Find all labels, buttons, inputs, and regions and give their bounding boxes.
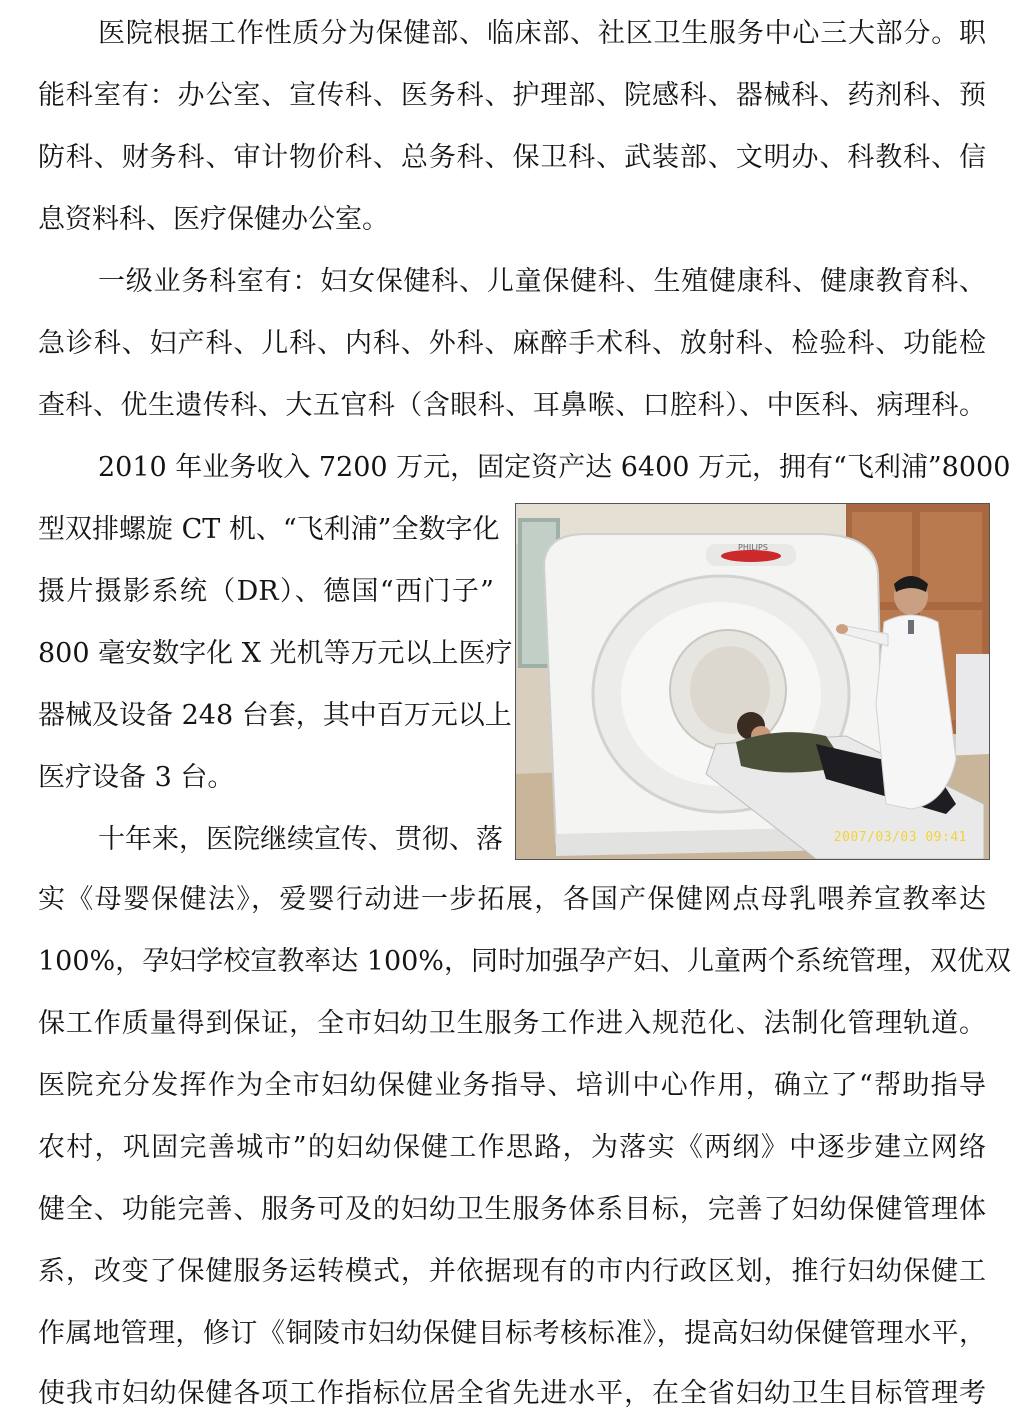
p4-line-6: 农村，巩固完善城市”的妇幼保健工作思路，为落实《两纲》中逐步建立网络 <box>38 1132 986 1163</box>
p4-line-3: 100%，孕妇学校宣教率达 100%，同时加强孕产妇、儿童两个系统管理，双优双 <box>38 946 1011 977</box>
p3-line-4: 800 毫安数字化 X 光机等万元以上医疗 <box>38 638 513 669</box>
p3-line-3: 摄片摄影系统（DR）、德国“西门子” <box>38 576 494 607</box>
p2-line-3: 查科、优生遗传科、大五官科（含眼科、耳鼻喉、口腔科）、中医科、病理科。 <box>38 390 986 421</box>
p1-line-1: 医院根据工作性质分为保健部、临床部、社区卫生服务中心三大部分。职 <box>98 18 986 49</box>
p4-line-1: 十年来，医院继续宣传、贯彻、落 <box>98 824 503 855</box>
p4-line-5: 医院充分发挥作为全市妇幼保健业务指导、培训中心作用，确立了“帮助指导 <box>38 1070 986 1101</box>
p4-line-4: 保工作质量得到保证，全市妇幼卫生服务工作进入规范化、法制化管理轨道。 <box>38 1008 986 1039</box>
p1-line-3: 防科、财务科、审计物价科、总务科、保卫科、武装部、文明办、科教科、信 <box>38 142 986 173</box>
svg-text:PHILIPS: PHILIPS <box>738 543 768 552</box>
p3-line-5: 器械及设备 248 台套，其中百万元以上 <box>38 700 512 731</box>
p1-line-4: 息资料科、医疗保健办公室。 <box>38 204 389 235</box>
p4-line-8: 系，改变了保健服务运转模式，并依据现有的市内行政区划，推行妇幼保健工 <box>38 1256 986 1287</box>
p4-line-9: 作属地管理，修订《铜陵市妇幼保健目标考核标准》，提高妇幼保健管理水平， <box>38 1318 986 1349</box>
p4-line-7: 健全、功能完善、服务可及的妇幼卫生服务体系目标，完善了妇幼保健管理体 <box>38 1194 986 1225</box>
p1-line-2: 能科室有：办公室、宣传科、医务科、护理部、院感科、器械科、药剂科、预 <box>38 80 986 111</box>
p3-line-2: 型双排螺旋 CT 机、“飞利浦”全数字化 <box>38 514 500 545</box>
p2-line-2: 急诊科、妇产科、儿科、内科、外科、麻醉手术科、放射科、检验科、功能检 <box>38 328 986 359</box>
p4-line-2: 实《母婴保健法》，爱婴行动进一步拓展，各国产保健网点母乳喂养宣教率达 <box>38 884 986 915</box>
p4-line-10: 使我市妇幼保健各项工作指标位居全省先进水平，在全省妇幼卫生目标管理考 <box>38 1378 986 1409</box>
p3-line-6: 医疗设备 3 台。 <box>38 762 235 793</box>
ct-scanner-photo <box>515 503 990 860</box>
photo-timestamp: 2007/03/03 09:41 <box>833 830 967 845</box>
p2-line-1: 一级业务科室有：妇女保健科、儿童保健科、生殖健康科、健康教育科、 <box>98 266 986 297</box>
ct-scanner-illustration <box>516 504 989 859</box>
p3-line-1: 2010 年业务收入 7200 万元，固定资产达 6400 万元，拥有“飞利浦”8000 <box>98 452 1011 483</box>
